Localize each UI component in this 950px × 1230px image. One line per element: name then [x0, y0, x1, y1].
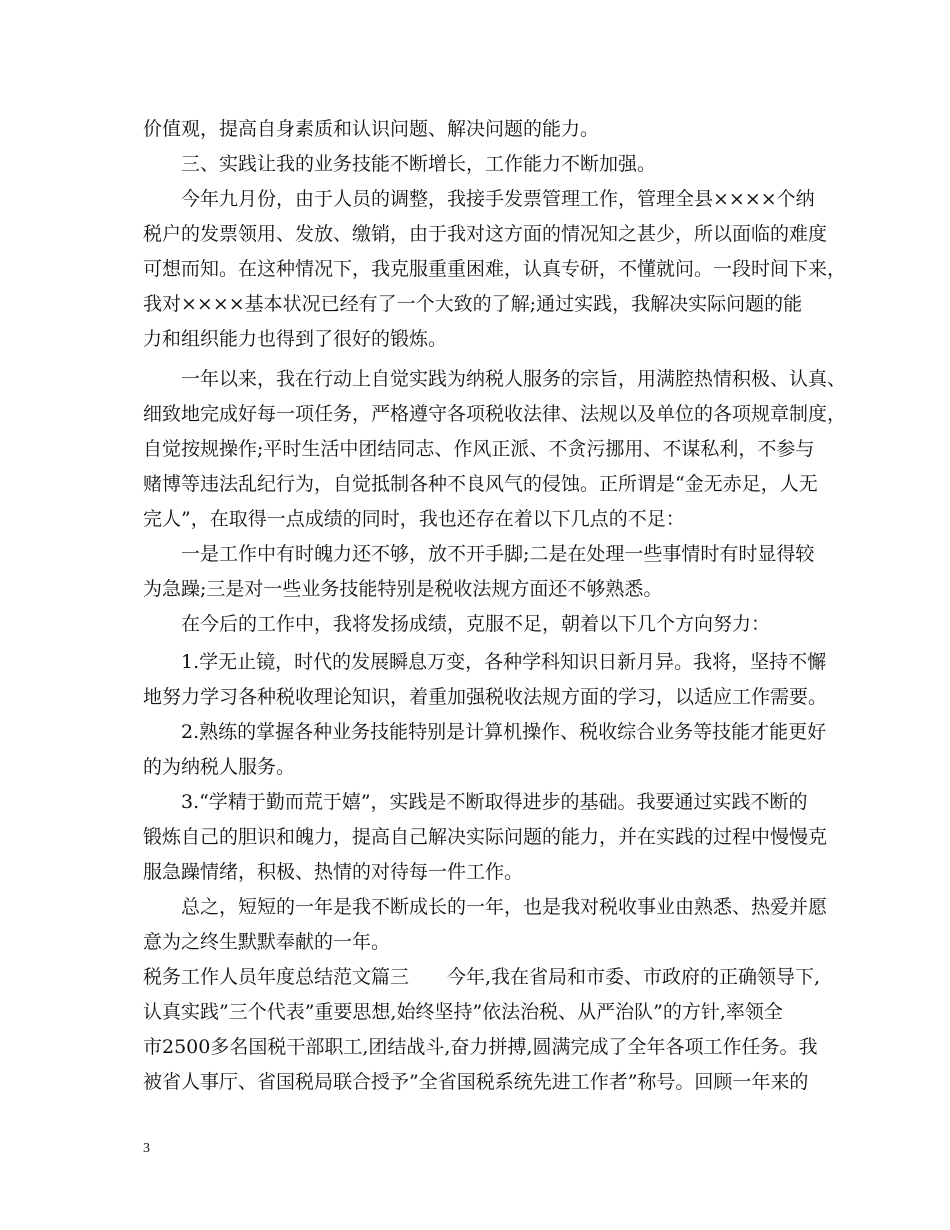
text-line: 锻炼自己的胆识和魄力，提高自己解决实际问题的能力，并在实践的过程中慢慢克 [143, 826, 828, 848]
text-line: 服急躁情绪，积极、热情的对待每一件工作。 [143, 861, 524, 883]
text-line: 完人”，在取得一点成绩的同时，我也还存在着以下几点的不足： [143, 508, 685, 530]
text-line: 三、实践让我的业务技能不断增长，工作能力不断加强。 [143, 153, 657, 175]
text-line: 的为纳税人服务。 [143, 756, 296, 778]
text-line: 一年以来，我在行动上自觉实践为纳税人服务的宗旨，用满腔热情积极、认真、 [143, 368, 847, 390]
text-line: 税务工作人员年度总结范文篇三 今年,我在省局和市委、市政府的正确领导下, [143, 966, 821, 988]
text-line: 为急躁;三是对一些业务技能特别是税收法规方面还不够熟悉。 [143, 578, 663, 600]
text-line: 认真实践”三个代表”重要思想,始终坚持”依法治税、从严治队”的方针,率领全 [143, 1001, 783, 1023]
text-line: 意为之终生默默奉献的一年。 [143, 931, 391, 953]
text-line: 2.熟练的掌握各种业务技能特别是计算机操作、税收综合业务等技能才能更好 [143, 721, 827, 743]
text-line: 3.“学精于勤而荒于嬉”，实践是不断取得进步的基础。我要通过实践不断的 [143, 791, 808, 813]
text-line: 自觉按规操作;平时生活中团结同志、作风正派、不贪污挪用、不谋私利，不参与 [143, 438, 815, 460]
text-line: 市2500多名国税干部职工,团结战斗,奋力拼搏,圆满完成了全年各项工作任务。我 [143, 1036, 818, 1058]
text-line: 细致地完成好每一项任务，严格遵守各项税收法律、法规以及单位的各项规章制度， [143, 403, 847, 425]
page-number: 3 [143, 1141, 150, 1156]
text-line: 力和组织能力也得到了很好的锻炼。 [143, 328, 448, 350]
text-line: 在今后的工作中，我将发扬成绩，克服不足，朝着以下几个方向努力： [143, 613, 771, 635]
text-line: 赌博等违法乱纪行为，自觉抵制各种不良风气的侵蚀。正所谓是“金无赤足，人无 [143, 473, 818, 495]
text-line: 被省人事厅、省国税局联合授予”全省国税系统先进工作者”称号。回顾一年来的 [143, 1071, 809, 1093]
text-line: 税户的发票领用、发放、缴销，由于我对这方面的情况知之甚少，所以面临的难度 [143, 223, 828, 245]
text-line: 1.学无止镜，时代的发展瞬息万变，各种学科知识日新月异。我将，坚持不懈 [143, 651, 827, 673]
text-line: 可想而知。在这种情况下，我克服重重困难，认真专研，不懂就问。一段时间下来， [143, 258, 847, 280]
text-line: 我对××××基本状况已经有了一个大致的了解;通过实践，我解决实际问题的能 [143, 293, 803, 315]
text-line: 地努力学习各种税收理论知识，着重加强税收法规方面的学习，以适应工作需要。 [143, 686, 828, 708]
text-line: 一是工作中有时魄力还不够，放不开手脚;二是在处理一些事情时有时显得较 [143, 543, 815, 565]
text-line: 价值观，提高自身素质和认识问题、解决问题的能力。 [143, 118, 600, 140]
text-line: 总之，短短的一年是我不断成长的一年，也是我对税收事业由熟悉、热爱并愿 [143, 896, 828, 918]
text-line: 今年九月份，由于人员的调整，我接手发票管理工作，管理全县××××个纳 [143, 188, 815, 210]
